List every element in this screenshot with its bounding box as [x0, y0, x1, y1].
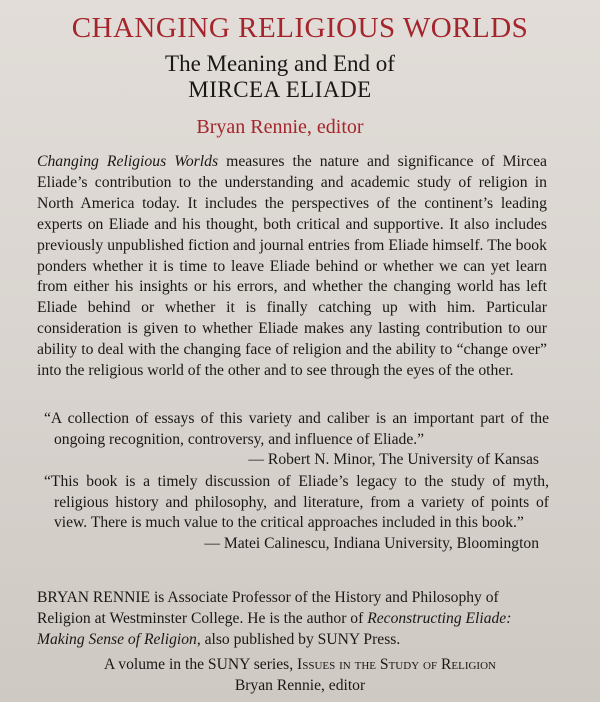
description-title-italic: Changing Religious Worlds: [37, 153, 219, 170]
quote-2-author: — Matei Calinescu, Indiana University, Bloomington: [204, 534, 539, 552]
description-text: measures the nature and significance of Mircea Eliade’s contribution to the understanding and academic study of religion in North America today. It includes the perspectives of the continent’s leading experts on Eliade and his thought, both critical and supportive. It also includes previously unpublished fiction and journal entries from Eliade himself. The book ponders whether it is time to leave Eliade behind or whether we can yet learn from either his insights or his errors, and whether the changing world has left Eliade behind or whether it is finally catching up with him. Particular consideration is given to whether Eliade makes any lasting contribution to our ability to deal with the changing face of religion and the ability to “change over” into the religious world of the other and to see through the eyes of the other.: [37, 153, 547, 380]
book-title: CHANGING RELIGIOUS WORLDS: [71, 12, 529, 44]
series-info: [0, 655, 600, 696]
series-prefix: A volume in the SUNY series,: [103, 656, 298, 673]
quote-1-author: — Robert N. Minor, The University of Kansas: [248, 451, 539, 469]
book-subtitle-line-1: The Meaning and End of: [165, 51, 395, 76]
quote-1-text: “A collection of essays of this variety and caliber is an important part of the ongoing recognition, controversy, and influence of Eliade.”: [44, 410, 549, 448]
bio-text-before: BRYAN RENNIE is Associate Professor of the History and Philosophy of Religion at Westminster College. He is the author of: [37, 589, 499, 627]
book-editor: Bryan Rennie, editor: [196, 116, 364, 138]
series-name: Issues in the Study of Religion: [297, 656, 496, 673]
book-description: [37, 152, 547, 382]
author-bio: [37, 588, 547, 650]
bio-book-title: Reconstructing Eliade: Making Sense of Religion: [37, 609, 512, 648]
endorsement-quote-1: [44, 409, 549, 471]
book-subtitle-line-2: MIRCEA ELIADE: [188, 77, 372, 102]
bio-text-after: , also published by SUNY Press.: [196, 630, 401, 648]
series-editor: Bryan Rennie, editor: [234, 676, 366, 694]
series-line: [0, 655, 600, 676]
quote-2-text: “This book is a timely discussion of Eliade’s legacy to the study of myth, religious history and philosophy, and literature, from a variety of points of view. There is much value to the critical approaches included in this book.”: [44, 473, 549, 532]
endorsement-quote-2: [44, 472, 549, 554]
